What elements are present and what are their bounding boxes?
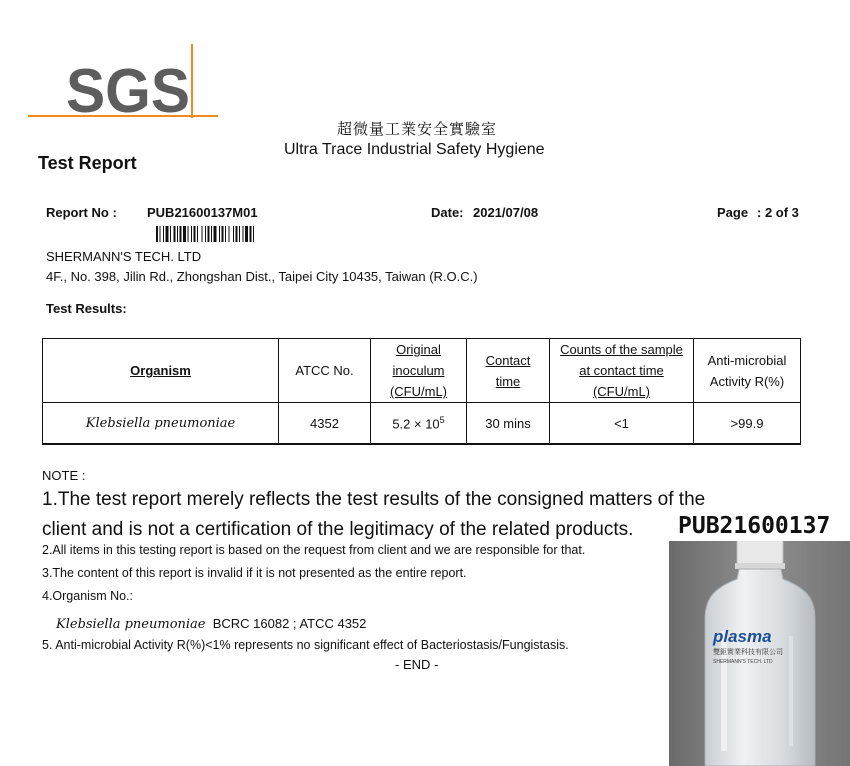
note-heading: NOTE : [42,468,86,483]
note-organism-line [56,616,366,632]
product-company-cn: 雙鉅實業科技有限公司 [713,648,783,656]
report-barcode [156,226,316,242]
header-organism: Organism [43,339,279,403]
organism-codes: BCRC 16082 ; ATCC 4352 [205,616,367,631]
product-brand: plasma [713,627,772,646]
date-label: Date: [431,205,464,220]
cell-organism: Klebsiella pneumoniae [43,403,279,445]
end-marker: - END - [395,657,439,672]
cell-activity: >99.9 [694,403,801,445]
note-1-line-2: client and is not a certification of the legitimacy of the related products. [42,519,634,540]
note-4: 4.Organism No.: [42,589,134,603]
sgs-logo [28,42,220,124]
cell-counts: <1 [550,403,694,445]
product-company-en: SHERMANN'S TECH. LTD [713,659,773,665]
table-row [43,403,801,445]
date-value: 2021/07/08 [473,205,539,220]
page-title: Test Report [38,153,137,173]
header-atcc: ATCC No. [279,339,371,403]
table-header-row [43,339,801,403]
report-code-overlay: PUB21600137 [678,513,831,539]
header-activity: Anti-microbial Activity R(%) [694,339,801,403]
lab-name-chinese: 超微量工業安全實驗室 [337,120,498,138]
note-2: 2.All items in this testing report is based on the request from client and we are responsible for that. [42,543,586,557]
results-table [42,338,801,445]
page-label: Page [717,205,749,220]
report-no-value: PUB21600137M01 [147,205,258,220]
note-3: 3.The content of this report is invalid if it is not presented as the entire report. [42,566,467,580]
header-inoculum: Original inoculum (CFU/mL) [371,339,467,403]
report-no-label: Report No : [46,205,117,220]
product-bottle-photo [669,541,850,766]
logo-text: SGS [66,57,190,124]
cell-inoculum: $5.2 \times 10^5$ [371,403,467,445]
cell-contact-time: 30 mins [467,403,550,445]
cell-atcc: 4352 [279,403,371,445]
client-address: 4F., No. 398, Jilin Rd., Zhongshan Dist., Taipei City 10435, Taiwan (R.O.C.) [46,269,478,284]
header-counts: Counts of the sample at contact time (CFU/mL) [550,339,694,403]
header-contact-time: Contact time [467,339,550,403]
lab-name-english: Ultra Trace Industrial Safety Hygiene [284,141,545,158]
note-1-line-1: 1.The test report merely reflects the test results of the consigned matters of the [42,489,706,510]
note-5: 5. Anti-microbial Activity R(%)<1% represents no significant effect of Bacteriostasis/Fungistasis. [42,638,569,652]
test-results-heading: Test Results: [46,301,127,316]
page-value: : 2 of 3 [757,205,799,220]
organism-species: Klebsiella pneumoniae [56,617,206,632]
client-company: SHERMANN'S TECH. LTD [46,249,202,264]
